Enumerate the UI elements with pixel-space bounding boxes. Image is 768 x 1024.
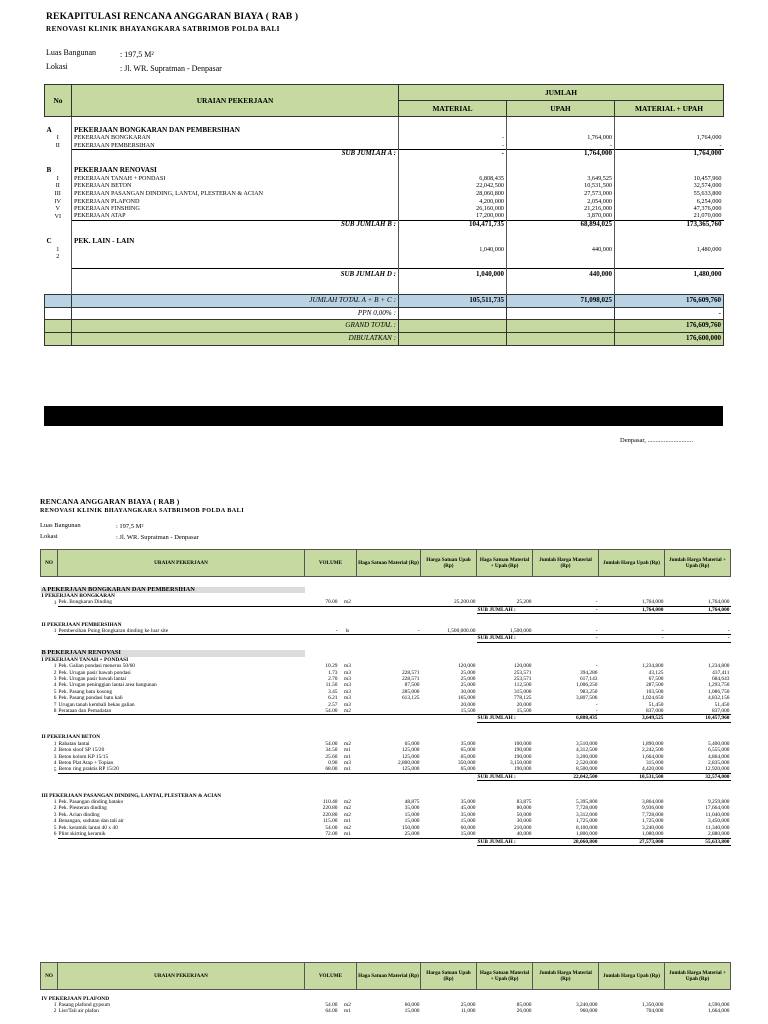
section-c-code: C bbox=[46, 237, 52, 245]
detail-subtotal: SUB JUMLAH : 22,042,500 10,531,500 32,574,000 bbox=[41, 773, 731, 780]
detail-header-row: NO URAIAN PEKERJAAN VOLUME Haga Satuan Material (Rp) Harga Satuan Upah (Rp) Haga Satuan Material + Upah (Rp) Jumlah Harga Material (Rp) Jumlah Harga Upah (Rp) Jumlah Harga Material + Upah (Rp) bbox=[41, 550, 731, 577]
summary-row: IV PEKERJAAN PLAFOND 4,200,000 2,054,000 6,254,000 bbox=[54, 197, 722, 205]
col-upah: UPAH bbox=[507, 101, 615, 117]
luas-label: Luas Bangunan bbox=[46, 48, 96, 57]
summary-row: V PEKERJAAN FINSHING 26,160,000 21,216,000 47,376,000 bbox=[55, 205, 722, 213]
table-row: 4 Beton Plat Atap + Topian 0.90 m3 2,800,000 350,000 3,150,000 2,520,000 315,000 2,835,000 bbox=[53, 759, 730, 766]
detail-section-a: A PEKERJAAN BONGKARAN DAN PEMBERSIHAN bbox=[41, 587, 731, 593]
section-a-title: PEKERJAAN BONGKARAN DAN PEMBERSIHAN bbox=[72, 127, 399, 135]
detail-group-title: I PEKERJAAN BONGKARAN bbox=[41, 592, 115, 599]
subtotal-a-row: SUB JUMLAH A : - 1,764,000 1,764,000 bbox=[45, 149, 724, 157]
summary-row: VI PEKERJAAN ATAP 17,200,000 3,870,000 21,070,000 bbox=[54, 212, 722, 220]
col-uraian: URAIAN PEKERJAAN bbox=[72, 85, 399, 117]
table-row: 1 Pek. Galian pondasi menerus 50/60 10.29 m3 120,000 120,000 - 1,234,800 1,234,800 bbox=[53, 663, 730, 670]
grand-total-row: GRAND TOTAL : 176,609,760 bbox=[45, 319, 724, 332]
detail-subtotal: SUB JUMLAH : 28,060,800 27,573,000 55,633,800 bbox=[41, 838, 731, 845]
section-b-code: B bbox=[46, 166, 52, 175]
detail-luas-label: Luas Bangunan bbox=[40, 522, 81, 529]
table-row: 5 Pek. keramik lantai 40 x 40 54.00 m2 150,000 60,000 210,000 8,100,000 3,240,000 11,340,000 bbox=[53, 824, 730, 831]
table-row: 4 Pek. Urugan peninggian lantai area bangunan 11.50 m3 87,500 25,000 112,500 1,006,250 287,500 1,293,750 bbox=[53, 682, 730, 689]
detail-title: RENCANA ANGGARAN BIAYA ( RAB ) bbox=[40, 497, 180, 506]
total-row: JUMLAH TOTAL A + B + C : 105,511,735 71,098,025 176,609,760 bbox=[45, 294, 724, 307]
table-row: 5 Beton ring praktis RP 15/20 68.00 m1 125,000 65,000 190,000 8,500,000 4,420,000 12,920,000 bbox=[53, 766, 730, 773]
detail-section-b: B PEKERJAAN RENOVASI bbox=[41, 650, 731, 656]
section-a-code: A bbox=[46, 126, 52, 134]
detail-lokasi-value: : Jl. WR. Supratman - Denpasar bbox=[116, 534, 199, 541]
table-row: 1 Pek. Bongkaran Dinding 70.00 m2 25,200.00 25,200 - 1,764,000 1,764,000 bbox=[53, 599, 730, 606]
detail-table bbox=[40, 549, 731, 846]
table-row: 6 Pek. Pasang pondasi batu kali 6.21 m3 613,125 165,000 778,125 3,807,506 1,024,650 4,832,156 bbox=[53, 695, 730, 702]
table-row: 3 Pek. Urugan pasir bawah lantai 2.70 m3 228,571 25,000 253,571 617,143 67,500 684,643 bbox=[53, 675, 730, 682]
summary-row: II PEKERJAAN BETON 22,042,500 10,531,500 32,574,000 bbox=[55, 182, 722, 190]
table-row: 1 Pasang plafond gypsum 54.00 m2 60,000 25,000 85,000 3,240,000 1,350,000 4,590,000 bbox=[53, 1001, 730, 1008]
detail-group-title: IV PEKERJAAN PLAFOND bbox=[41, 995, 110, 1002]
section-a bbox=[45, 127, 724, 135]
col-jumlah: JUMLAH bbox=[399, 85, 724, 101]
table-row: 3 Pek. Acian dinding 220.80 m2 15,000 35,000 50,000 3,312,000 7,728,000 11,040,000 bbox=[53, 811, 730, 818]
table-row: 7 Urugan tanah kembali bekas galian 2.57 m3 20,000 20,000 - 51,450 51,450 bbox=[53, 701, 730, 708]
table-row: 4 Benangan, sudutan dan tali air 115.00 m1 15,000 15,000 30,000 1,725,000 1,725,000 3,450,000 bbox=[53, 818, 730, 825]
detail-group-title: III PEKERJAAN PASANGAN DINDING, LANTAI, PLESTERAN & ACIAN bbox=[41, 792, 222, 799]
summary-row: II PEKERJAAN PEMBERSIHAN - - - bbox=[55, 141, 722, 149]
detail-lokasi-label: Lokasi bbox=[40, 533, 58, 540]
detail-subtotal: SUB JUMLAH : - 1,764,000 1,764,000 bbox=[41, 606, 731, 613]
summary-row: I PEKERJAAN TANAH + PONDASI 6,808,435 3,649,525 10,457,960 bbox=[56, 174, 722, 182]
summary-table bbox=[44, 84, 724, 346]
summary-row: I PEKERJAAN BONGKARAN - 1,764,000 1,764,000 bbox=[56, 134, 722, 142]
detail-group-title: II PEKERJAAN BETON bbox=[41, 734, 101, 741]
lokasi-value: : Jl. WR. Supratman - Denpasar bbox=[120, 64, 222, 73]
col-no: No bbox=[45, 85, 72, 117]
section-b-title: PEKERJAAN RENOVASI bbox=[72, 167, 399, 175]
table-row: 2 Pek. Urugan pasir bawah pondasi 1.73 m3 228,571 25,000 253,571 394,286 43,125 437,411 bbox=[53, 669, 730, 676]
section-c-title: PEK. LAIN - LAIN bbox=[72, 238, 399, 246]
summary-row: 1 1,040,000 440,000 1,480,000 bbox=[56, 245, 722, 253]
lokasi-label: Lokasi bbox=[46, 62, 68, 71]
dibulatkan-row: DIBULATKAN : 176,600,000 bbox=[45, 332, 724, 345]
section-b bbox=[45, 167, 724, 175]
col-mat-upah: MATERIAL + UPAH bbox=[615, 101, 724, 117]
table-row: 1 Pek. Pasangan dinding batako 110.40 m2 48,875 35,000 83,875 5,395,800 3,864,000 9,259,800 bbox=[53, 799, 730, 806]
detail-subtitle: RENOVASI KLINIK BHAYANGKARA SATBRIMOB POLDA BALI bbox=[40, 507, 245, 514]
detail-subtotal: SUB JUMLAH : - - - bbox=[41, 635, 731, 642]
luas-value: : 197,5 M² bbox=[120, 50, 154, 59]
table-row: 8 Perataan dan Pemadatan 54.00 m2 15,500 15,500 - 837,000 837,000 bbox=[53, 708, 730, 715]
table-row: 5 Pek. Pasang batu kosong 3.45 m3 285,000 30,000 315,000 983,250 103,500 1,086,750 bbox=[53, 688, 730, 695]
black-bar bbox=[44, 406, 723, 426]
table-row: 2 Beton sloof SP 15/20 34.50 m1 125,000 65,000 190,000 4,312,500 2,242,500 6,555,000 bbox=[53, 747, 730, 754]
table-row: 1 Rabatan lantai 54.00 m2 65,000 35,000 100,000 3,510,000 1,890,000 5,400,000 bbox=[53, 740, 730, 747]
detail-group-title: I PEKERJAAN TANAH + PONDASI bbox=[41, 656, 129, 663]
table-row: 2 Pek. Plesteran dinding 220.80 m2 35,000 45,000 80,000 7,728,000 9,936,000 17,664,000 bbox=[53, 805, 730, 812]
summary-row: 2 bbox=[45, 253, 724, 261]
summary-row: III PEKERJAAN PASANGAN DINDING, LANTAI, PLESTERAN & ACIAN 28,060,800 27,573,000 55,633,800 bbox=[54, 189, 722, 197]
detail-header-row: NO URAIAN PEKERJAAN VOLUME Haga Satuan Material (Rp) Harga Satuan Upah (Rp) Haga Satuan Material + Upah (Rp) Jumlah Harga Material (Rp) Jumlah Harga Upah (Rp) Jumlah Harga Material + Upah (Rp) bbox=[41, 963, 731, 990]
col-material: MATERIAL bbox=[399, 101, 507, 117]
summary-title: REKAPITULASI RENCANA ANGGARAN BIAYA ( RAB ) bbox=[46, 12, 299, 22]
detail-subtotal: SUB JUMLAH : 6,808,435 3,649,525 10,457,960 bbox=[41, 715, 731, 722]
detail-group-title: II PEKERJAAN PEMBERSIHAN bbox=[41, 621, 122, 628]
detail-luas-value: : 197,5 M² bbox=[116, 523, 144, 530]
place-date: Denpasar, ............................ bbox=[620, 437, 694, 444]
detail-table-continued bbox=[40, 962, 731, 1015]
table-row: 1 Pembersihan Puing Bongkaran dinding ke luar site - ls - 1,500,000.00 1,500,000 - - - bbox=[53, 628, 730, 635]
ppn-row: PPN 0,00% : - bbox=[45, 307, 724, 319]
summary-header-row bbox=[45, 85, 724, 101]
subtotal-b-row: SUB JUMLAH B : 104,471,735 68,894,025 173,365,760 bbox=[45, 220, 724, 228]
subtotal-d-row: SUB JUMLAH D : 1,040,000 440,000 1,480,000 bbox=[45, 268, 724, 280]
table-row: 3 Beton kolom KP 15/15 25.60 m1 125,000 65,000 190,000 3,200,000 1,664,000 4,864,000 bbox=[53, 753, 730, 760]
summary-subtitle: RENOVASI KLINIK BHAYANGKARA SATBRIMOB POLDA BALI bbox=[46, 25, 280, 33]
table-row: 2 List/Tali air plafon 64.00 m1 15,000 11,000 26,000 960,000 704,000 1,664,000 bbox=[53, 1008, 730, 1015]
table-row: 6 Plint skirting keramik 72.00 m1 25,000 15,000 40,000 1,800,000 1,080,000 2,880,000 bbox=[53, 831, 730, 838]
section-c bbox=[45, 238, 724, 246]
